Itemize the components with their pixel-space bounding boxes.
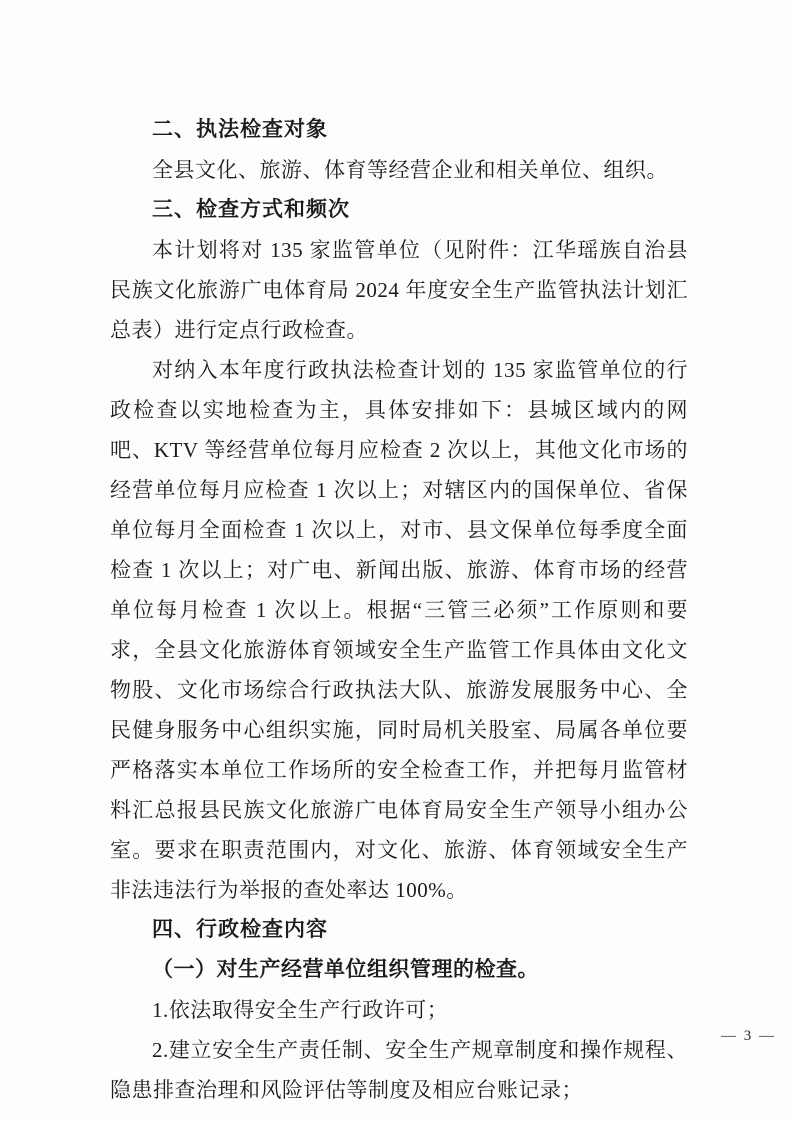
paragraph-heading: 四、行政检查内容 [152, 918, 328, 941]
paragraph-heading: 三、检查方式和频次 [152, 198, 350, 221]
paragraph: 本计划将对 135 家监管单位（见附件：江华瑶族自治县民族文化旅游广电体育局 2024 年度安全生产监管执法计划汇总表）进行定点行政检查。 [110, 238, 688, 342]
paragraph-subheading: （一）对生产经营单位组织管理的检查。 [152, 958, 539, 981]
document-body [110, 110, 688, 1110]
paragraph: 2.建立安全生产责任制、安全生产规章制度和操作规程、隐患排查治理和风险评估等制度及相应台账记录； [110, 1038, 688, 1102]
paragraph-heading: 二、执法检查对象 [152, 118, 328, 141]
page-number: — 3 — [721, 1028, 776, 1044]
paragraph: 对纳入本年度行政执法检查计划的 135 家监管单位的行政检查以实地检查为主，具体安排如下：县城区域内的网吧、KTV 等经营单位每月应检查 2 次以上，其他文化市场的经营单位每月应检查 1 次以上；对辖区内的国保单位、省保单位每月全面检查 1 次以上，对市、县文保单位每季度全面检查 1 次以上；对广电、新闻出版、旅游、体育市场的经营单位每月检查 1 次以上。根据“三管三必须”工作原则和要求，全县文化旅游体育领域安全生产监管工作具体由文化文物股、文化市场综合行政执法大队、旅游发展服务中心、全民健身服务中心组织实施，同时局机关股室、局属各单位要严格落实本单位工作场所的安全检查工作，并把每月监管材料汇总报县民族文化旅游广电体育局安全生产领导小组办公室。要求在职责范围内，对文化、旅游、体育领域安全生产非法违法行为举报的查处率达 100%。 [110, 358, 688, 902]
paragraph: 1.依法取得安全生产行政许可； [152, 998, 449, 1022]
paragraph: 全县文化、旅游、体育等经营企业和相关单位、组织。 [152, 158, 668, 182]
